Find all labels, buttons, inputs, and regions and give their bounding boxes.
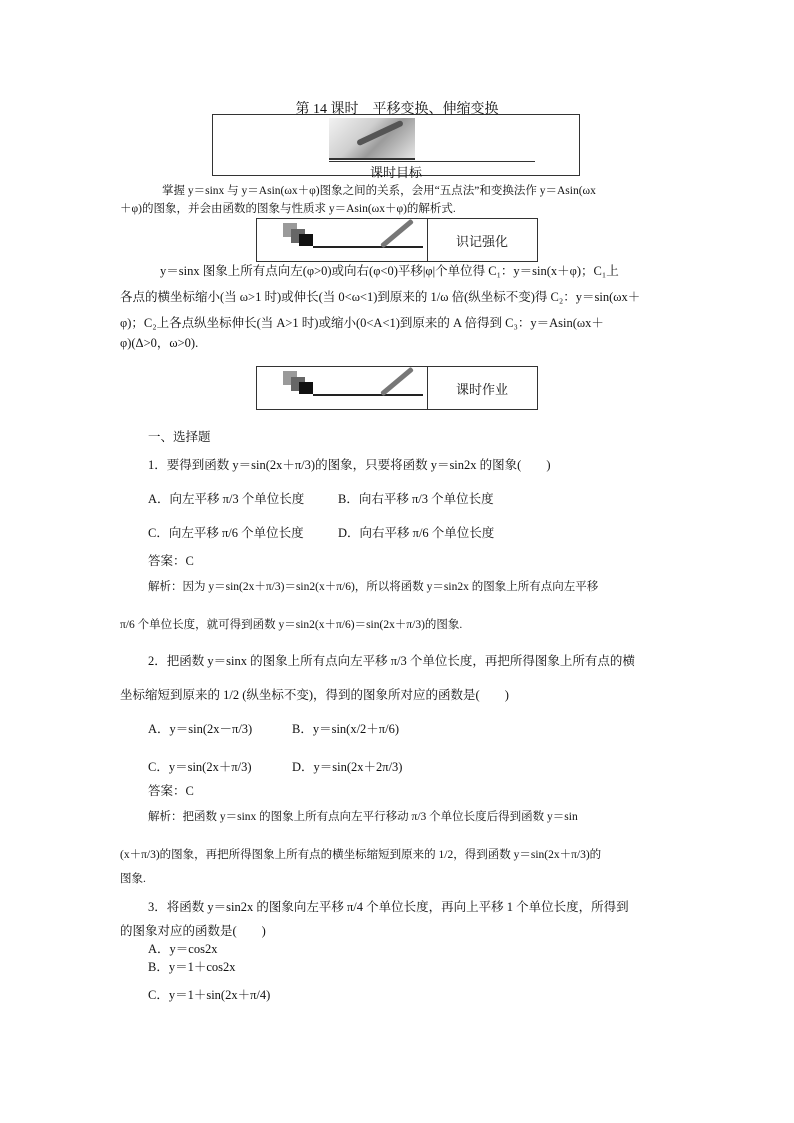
q2-explanation-2: (x＋π/3)的图象，再把所得图象上所有点的横坐标缩短到原来的 1/2，得到函数 y＝sin(2x＋π/3)的	[120, 849, 602, 861]
question-1: 1．要得到函数 y＝sin(2x＋π/3)的图象，只要将函数 y＝sin2x 的图象( )	[148, 458, 551, 472]
question-2-line-1: 2．把函数 y＝sinx 的图象上所有点向左平移 π/3 个单位长度，再把所得图象上所有点的横	[148, 654, 635, 668]
q1-explanation-1: 解析：因为 y＝sin(2x＋π/3)＝sin2(x＋π/6)，所以将函数 y＝sin2x 的图象上所有点向左平移	[148, 581, 599, 593]
q1-option-c: C．向左平移 π/6 个单位长度	[148, 526, 304, 540]
q1-answer: 答案：C	[148, 554, 194, 568]
section-header-homework	[256, 366, 538, 410]
q3-option-b: B．y＝1＋cos2x	[148, 960, 236, 974]
memo-line-4: φ)(Δ>0，ω>0).	[120, 336, 199, 350]
pen-illustration	[329, 118, 415, 160]
section-icon	[257, 219, 428, 261]
q3-option-a: A．y＝cos2x	[148, 942, 218, 956]
section-label: 课时作业	[455, 381, 508, 397]
section-label: 识记强化	[455, 233, 508, 249]
question-2-line-2: 坐标缩短到原来的 1/2 (纵坐标不变)，得到的图象所对应的函数是( )	[120, 688, 509, 702]
q2-option-d: D．y＝sin(2x＋2π/3)	[292, 760, 403, 774]
memo-line-1: y＝sinx 图象上所有点向左(φ>0)或向右(φ<0)平移|φ|个单位得 C₁：y＝sin(x＋φ)；C₁上	[160, 264, 619, 278]
question-3-line-2: 的图象对应的函数是( )	[120, 924, 266, 938]
q2-option-b: B．y＝sin(x/2＋π/6)	[292, 722, 400, 736]
q1-option-d: D．向右平移 π/6 个单位长度	[338, 526, 495, 540]
section-icon	[257, 367, 428, 409]
q2-explanation-1: 解析：把函数 y＝sinx 的图象上所有点向左平行移动 π/3 个单位长度后得到函数 y＝sin	[148, 811, 578, 823]
q2-option-a: A．y＝sin(2x－π/3)	[148, 722, 253, 736]
section-header-memo	[256, 218, 538, 262]
q1-explanation-2: π/6 个单位长度，就可得到函数 y＝sin2(x＋π/6)＝sin(2x＋π/3)的图象.	[120, 619, 463, 631]
q1-option-b: B．向右平移 π/3 个单位长度	[338, 492, 494, 506]
q3-option-c: C．y＝1＋sin(2x＋π/4)	[148, 988, 271, 1002]
objective-line-1: 掌握 y＝sinx 与 y＝Asin(ωx＋φ)图象之间的关系，会用“五点法”和变换法作 y＝Asin(ωx	[162, 185, 596, 197]
banner-label: 课时目标	[369, 165, 422, 180]
q1-option-a: A．向左平移 π/3 个单位长度	[148, 492, 305, 506]
memo-line-2: 各点的横坐标缩小(当 ω>1 时)或伸长(当 0<ω<1)到原来的 1/ω 倍(纵坐标不变)得 C₂：y＝sin(ωx＋	[120, 290, 641, 304]
objective-line-2: ＋φ)的图象，并会由函数的图象与性质求 y＝Asin(ωx＋φ)的解析式.	[120, 203, 456, 215]
page-title: 第 14 课时 平移变换、伸缩变换	[295, 102, 499, 117]
q2-option-c: C．y＝sin(2x＋π/3)	[148, 760, 252, 774]
q2-answer: 答案：C	[148, 784, 194, 798]
objective-banner	[212, 114, 580, 180]
question-3-line-1: 3．将函数 y＝sin2x 的图象向左平移 π/4 个单位长度，再向上平移 1 个单位长度，所得到	[148, 900, 629, 914]
memo-line-3: φ)；C₂上各点纵坐标伸长(当 A>1 时)或缩小(0<A<1)到原来的 A 倍得到 C₃：y＝Asin(ωx＋	[120, 316, 604, 330]
q2-explanation-3: 图象.	[120, 873, 146, 885]
part-heading: 一、选择题	[148, 430, 211, 444]
